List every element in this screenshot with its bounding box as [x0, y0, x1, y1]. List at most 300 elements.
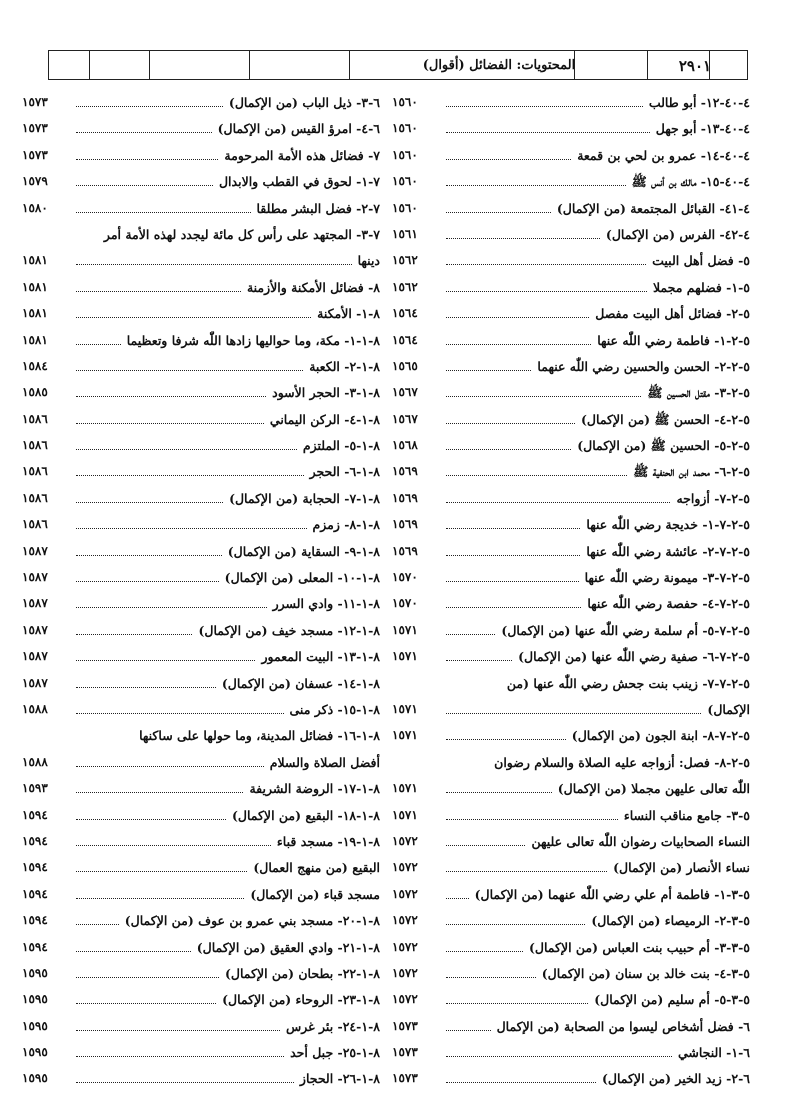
- toc-entry-page: ١٥٦٨: [392, 438, 418, 453]
- toc-leader-dots: [76, 291, 241, 292]
- toc-leader-dots: [76, 212, 251, 213]
- toc-entry-title: ٨-١-١١- وادي السرر: [272, 596, 380, 612]
- toc-entry-title: ٨-١-١٩- مسجد قباء: [276, 833, 380, 849]
- toc-entry: [22, 225, 380, 251]
- toc-leader-dots: [446, 1056, 672, 1057]
- toc-entry: [22, 806, 380, 832]
- toc-entry-page: ١٥٧١: [392, 622, 418, 637]
- toc-leader-dots: [76, 423, 264, 424]
- toc-entry-title: ٨-١-٢- الكعبة: [309, 358, 380, 374]
- toc-leader-dots: [76, 607, 267, 608]
- toc-leader-dots: [76, 475, 304, 476]
- toc-entry-title: ٥-٢-٧-٧- زينب بنت جحش رضي اللّٰه عنها (من: [506, 675, 750, 691]
- toc-leader-dots: [446, 475, 627, 476]
- toc-leader-dots: [446, 581, 579, 582]
- toc-entry-title: اللّٰه تعالى عليهن مجملا (من الإكمال): [557, 781, 750, 797]
- toc-entry: [392, 304, 750, 330]
- toc-entry-page: ١٥٩٥: [22, 1071, 48, 1086]
- toc-leader-dots: [446, 819, 618, 820]
- toc-leader-dots: [446, 291, 647, 292]
- toc-leader-dots: [446, 212, 551, 213]
- toc-leader-dots: [446, 951, 523, 952]
- toc-entry: [392, 938, 750, 964]
- toc-entry: [392, 753, 750, 779]
- toc-entry: [22, 410, 380, 436]
- toc-entry-title: الإكمال): [707, 701, 750, 717]
- toc-entry-page: ١٥٨٧: [22, 649, 48, 664]
- toc-leader-dots: [446, 159, 571, 160]
- header-title: المحتويات: الفضائل (أقوال): [422, 58, 576, 73]
- toc-entry: [22, 199, 380, 225]
- toc-leader-dots: [446, 977, 536, 978]
- toc-entry-title: ٥-٢-٧-٨- ابنة الجون (من الإكمال): [571, 728, 750, 744]
- toc-entry-page: ١٥٧٠: [392, 570, 418, 585]
- toc-leader-dots: [76, 344, 121, 345]
- toc-entry-page: ١٥٧٩: [22, 174, 48, 189]
- toc-entry-page: ١٥٧١: [392, 807, 418, 822]
- toc-entry-page: ١٥٨٧: [22, 596, 48, 611]
- toc-entry-title: ٧-٣- المجتهد على رأس كل مائة ليجدد لهذه الأمة أمر: [103, 226, 380, 242]
- toc-entry: [392, 331, 750, 357]
- toc-leader-dots: [76, 871, 247, 872]
- toc-entry: [22, 621, 380, 647]
- toc-entry: [22, 885, 380, 911]
- toc-entry-page: ١٥٩٥: [22, 965, 48, 980]
- toc-entry: [22, 172, 380, 198]
- toc-entry-page: ١٥٧٣: [392, 1071, 418, 1086]
- toc-leader-dots: [76, 159, 218, 160]
- toc-entry-page: ١٥٩٥: [22, 1045, 48, 1060]
- toc-entry: [22, 515, 380, 541]
- toc-entry-title: ٨-١-٩- السقاية (من الإكمال): [227, 543, 380, 559]
- toc-entry-page: ١٥٩٥: [22, 992, 48, 1007]
- toc-entry-page: ١٥٨١: [22, 279, 48, 294]
- toc-entry: [392, 964, 750, 990]
- toc-entry-page: ١٥٧٢: [392, 939, 418, 954]
- toc-entry-page: ١٥٨٨: [22, 754, 48, 769]
- toc-leader-dots: [76, 1030, 280, 1031]
- toc-entry-title: ٥-٢-٤- الحسن ﷺ (من الإكمال): [581, 411, 750, 427]
- toc-leader-dots: [446, 344, 591, 345]
- toc-leader-dots: [446, 607, 581, 608]
- toc-entry-page: ١٥٦٠: [392, 147, 418, 162]
- toc-entry-page: ١٥٧١: [392, 701, 418, 716]
- toc-entry-page: ١٥٨٠: [22, 200, 48, 215]
- toc-entry-title: ٦- فضل أشخاص ليسوا من الصحابة (من الإكمال: [496, 1018, 750, 1034]
- toc-entry: [392, 93, 750, 119]
- toc-leader-dots: [446, 396, 641, 397]
- toc-entry-page: ١٥٧٣: [22, 147, 48, 162]
- toc-leader-dots: [76, 581, 219, 582]
- toc-entry: [22, 251, 380, 277]
- toc-entry: [392, 199, 750, 225]
- toc-entry-page: ١٥٩٤: [22, 807, 48, 822]
- toc-entry-page: ١٥٦٥: [392, 358, 418, 373]
- toc-leader-dots: [446, 898, 469, 899]
- toc-entry-title: ٨-١-٨- زمزم: [312, 517, 380, 533]
- toc-entry: [22, 1017, 380, 1043]
- toc-entry-title: ٦-٤- امرؤ القيس (من الإكمال): [217, 121, 380, 137]
- toc-entry-title: ٥-١- فضلهم مجملا: [652, 279, 750, 295]
- toc-entry: [22, 990, 380, 1016]
- toc-leader-dots: [76, 1003, 216, 1004]
- toc-entry-title: ٥-٢-٨- فصل: أزواجه عليه الصلاة والسلام رضوان: [494, 754, 750, 770]
- toc-entry-title: ٨-١-٥- الملتزم: [302, 438, 380, 454]
- toc-entry-title: ٨-١-٢٢- بطحان (من الإكمال): [224, 965, 380, 981]
- toc-leader-dots: [446, 713, 701, 714]
- toc-entry-title: ٨-١-٧- الحجابة (من الإكمال): [229, 490, 380, 506]
- toc-entry-page: ١٥٩٤: [22, 913, 48, 928]
- toc-entry: [22, 462, 380, 488]
- toc-entry: [22, 832, 380, 858]
- toc-entry-title: ٦-٢- زيد الخير (من الإكمال): [601, 1071, 750, 1087]
- toc-entry-title: ٨-١-١- مكة، وما حواليها زادها اللّٰه شرفا وتعظيما: [126, 332, 380, 348]
- toc-leader-dots: [76, 555, 222, 556]
- toc-entry-page: ١٥٦٤: [392, 332, 418, 347]
- toc-entry-title: ٨-١-٢٥- جبل أحد: [290, 1045, 380, 1061]
- toc-entry: [22, 726, 380, 752]
- toc-leader-dots: [446, 106, 643, 107]
- toc-entry: [22, 436, 380, 462]
- toc-leader-dots: [446, 660, 512, 661]
- toc-entry-title: ٨-١-٢٤- بئر غرس: [285, 1018, 380, 1034]
- toc-entry: [22, 542, 380, 568]
- header-divider: [89, 51, 90, 79]
- toc-entry-title: ٥-٢-٧-١- خديجة رضي اللّٰه عنها: [586, 517, 750, 533]
- toc-entry-page: ١٥٨٧: [22, 543, 48, 558]
- toc-entry-page: ١٥٧٢: [392, 833, 418, 848]
- toc-entry-title: ٧-١- لحوق في القطب والابدال: [218, 174, 380, 190]
- toc-entry: [392, 779, 750, 805]
- toc-entry: [22, 753, 380, 779]
- toc-entry-page: ١٥٧٣: [392, 1045, 418, 1060]
- toc-entry-title: ٥-٢-٧-٢- عائشة رضي اللّٰه عنها: [586, 543, 750, 559]
- toc-entry: [392, 832, 750, 858]
- toc-leader-dots: [76, 1056, 284, 1057]
- toc-entry-title: ٥-٢-١- فاطمة رضي اللّٰه عنها: [597, 332, 750, 348]
- toc-entry: [22, 1069, 380, 1095]
- toc-leader-dots: [76, 317, 311, 318]
- toc-leader-dots: [446, 555, 580, 556]
- toc-leader-dots: [76, 687, 216, 688]
- toc-entry-page: ١٥٨٦: [22, 464, 48, 479]
- toc-entry-title: ٥-٢-٧-٣- ميمونة رضي اللّٰه عنها: [584, 570, 750, 586]
- toc-leader-dots: [446, 449, 571, 450]
- toc-leader-dots: [76, 264, 352, 265]
- toc-leader-dots: [76, 502, 223, 503]
- toc-entry-title: دينها: [357, 253, 380, 269]
- toc-entry-page: ١٥٧٣: [22, 121, 48, 136]
- toc-entry: [22, 146, 380, 172]
- toc-entry-title: ٥-٢- فضائل أهل البيت مفصل: [595, 306, 750, 322]
- toc-entry-title: ٤-٤٢- الفرس (من الإكمال): [605, 226, 750, 242]
- toc-entry-title: ٨-١-١٦- فضائل المدينة، وما حولها على ساكنها: [139, 728, 380, 744]
- toc-leader-dots: [446, 871, 607, 872]
- toc-entry: [22, 858, 380, 884]
- toc-entry-page: ١٥٧٣: [22, 95, 48, 109]
- toc-entry-title: ٨-١-١٥- ذكر منى: [289, 701, 380, 717]
- toc-entry: [22, 278, 380, 304]
- toc-entry-page: ١٥٦١: [392, 226, 418, 241]
- toc-entry-page: ١٥٨٨: [22, 701, 48, 716]
- toc-entry: [22, 489, 380, 515]
- toc-entry-page: ١٥٧٢: [392, 913, 418, 928]
- toc-entry-page: ١٥٦٢: [392, 279, 418, 294]
- toc-entry-title: ٨-١- الأمكنة: [317, 306, 380, 322]
- toc-entry-title: ٥- فضل أهل البيت: [652, 253, 750, 269]
- toc-entry-page: ١٥٦٩: [392, 464, 418, 479]
- toc-leader-dots: [446, 132, 650, 133]
- toc-entry-title: ٤-٤٠-١٥- مالك بن أنس ﷺ: [631, 174, 750, 190]
- toc-leader-dots: [446, 185, 626, 186]
- toc-entry-title: ٨-١-١٤- عسفان (من الإكمال): [221, 675, 380, 691]
- toc-column-left: [22, 93, 380, 1096]
- toc-entry: [22, 700, 380, 726]
- toc-entry: [392, 383, 750, 409]
- toc-entry-title: ٥-٣- جامع مناقب النساء: [623, 807, 750, 823]
- header-page-number: ٢٩٠١: [678, 57, 712, 75]
- toc-entry: [22, 911, 380, 937]
- toc-entry-page: ١٥٦٠: [392, 174, 418, 189]
- toc-entry-page: ١٥٨٦: [22, 438, 48, 453]
- toc-entry: [392, 542, 750, 568]
- toc-entry: [392, 674, 750, 700]
- toc-entry-title: ٧-٢- فضل البشر مطلقا: [256, 200, 380, 216]
- header-divider: [149, 51, 150, 79]
- toc-entry-page: ١٥٨٦: [22, 490, 48, 505]
- toc-entry-title: ٨-١-١٠- المعلى (من الإكمال): [224, 570, 380, 586]
- toc-entry-page: ١٥٦٧: [392, 411, 418, 426]
- toc-entry: [392, 1043, 750, 1069]
- toc-entry-page: ١٥٧٠: [392, 596, 418, 611]
- toc-entry: [392, 146, 750, 172]
- toc-entry-title: ٨-١-٦- الحجر: [309, 464, 380, 480]
- toc-entry-page: ١٥٩٤: [22, 833, 48, 848]
- toc-entry: [392, 278, 750, 304]
- toc-entry-page: ١٥٨٧: [22, 570, 48, 585]
- toc-leader-dots: [76, 713, 284, 714]
- toc-entry: [22, 304, 380, 330]
- toc-entry-title: ٨- فضائل الأمكنة والأزمنة: [246, 279, 380, 295]
- toc-entry-title: ٥-٢-٥- الحسين ﷺ (من الإكمال): [577, 438, 750, 454]
- toc-entry-title: ٨-١-١٨- البقيع (من الإكمال): [231, 807, 380, 823]
- toc-entry: [22, 647, 380, 673]
- toc-entry-page: ١٥٨٧: [22, 675, 48, 690]
- toc-entry-title: مسجد قباء (من الإكمال): [250, 886, 380, 902]
- toc-entry-title: ٨-١-٣- الحجر الأسود: [272, 385, 380, 401]
- toc-entry: [22, 594, 380, 620]
- toc-entry: [22, 383, 380, 409]
- toc-entry-page: ١٥٦٠: [392, 200, 418, 215]
- toc-entry: [392, 885, 750, 911]
- page-header: [48, 50, 748, 80]
- toc-entry-page: ١٥٨٤: [22, 358, 48, 373]
- toc-leader-dots: [446, 1082, 596, 1083]
- toc-entry-page: ١٥٦٩: [392, 543, 418, 558]
- toc-entry: [392, 700, 750, 726]
- toc-entry-title: ٨-١-٢٣- الروحاء (من الإكمال): [222, 992, 380, 1008]
- toc-entry: [392, 462, 750, 488]
- toc-entry-title: ٥-٢-٣- مقتل الحسين ﷺ: [647, 385, 750, 401]
- toc-entry: [392, 119, 750, 145]
- toc-entry: [392, 410, 750, 436]
- toc-entry-title: ٥-٢-٧-٤- حفصة رضي اللّٰه عنها: [587, 596, 750, 612]
- toc-leader-dots: [76, 924, 119, 925]
- toc-entry-page: ١٥٨٥: [22, 385, 48, 400]
- toc-entry: [392, 515, 750, 541]
- toc-entry-page: ١٥٧٣: [392, 1018, 418, 1033]
- toc-entry-page: ١٥٩٥: [22, 1018, 48, 1033]
- toc-entry-title: ٥-٢-٢- الحسن والحسين رضي اللّٰه عنهما: [537, 358, 750, 374]
- toc-entry-page: ١٥٨١: [22, 332, 48, 347]
- toc-entry: [392, 436, 750, 462]
- toc-column-right: [392, 93, 750, 1096]
- toc-entry: [392, 1017, 750, 1043]
- toc-entry: [22, 674, 380, 700]
- toc-entry-page: ١٥٧٢: [392, 860, 418, 875]
- toc-entry-page: ١٥٦٢: [392, 253, 418, 268]
- header-divider: [249, 51, 250, 79]
- toc-leader-dots: [446, 1030, 491, 1031]
- toc-entry: [392, 357, 750, 383]
- toc-entry-title: ٤-٤٠-١٢- أبو طالب: [648, 95, 750, 110]
- toc-entry: [22, 1043, 380, 1069]
- toc-entry-page: ١٥٦٩: [392, 517, 418, 532]
- toc-entry-title: ٨-١-٢٦- الحجاز: [299, 1071, 380, 1087]
- toc-entry: [392, 858, 750, 884]
- toc-entry-title: ٥-٢-٧-٥- أم سلمة رضي اللّٰه عنها (من الإكمال): [501, 622, 750, 638]
- toc-entry-page: ١٥٧١: [392, 649, 418, 664]
- toc-leader-dots: [76, 845, 271, 846]
- toc-leader-dots: [446, 317, 589, 318]
- toc-entry-page: ١٥٩٤: [22, 860, 48, 875]
- toc-entry-page: ١٥٨٦: [22, 411, 48, 426]
- toc-leader-dots: [76, 132, 212, 133]
- toc-leader-dots: [446, 845, 525, 846]
- toc-leader-dots: [76, 528, 307, 529]
- toc-entry: [392, 1069, 750, 1095]
- toc-entry-page: ١٥٦٤: [392, 306, 418, 321]
- toc-entry-title: ٨-١-١٣- البيت المعمور: [261, 649, 380, 665]
- toc-leader-dots: [446, 264, 646, 265]
- toc-entry: [392, 621, 750, 647]
- toc-entry: [22, 119, 380, 145]
- toc-entry-title: ٨-١-٢١- وادي العقيق (من الإكمال): [196, 939, 380, 955]
- toc-entry-title: ٨-١-١٧- الروضة الشريفة: [249, 781, 380, 797]
- toc-entry-page: ١٥٩٤: [22, 886, 48, 901]
- toc-entry-page: ١٥٨٧: [22, 622, 48, 637]
- toc-entry-page: ١٥٧١: [392, 728, 418, 743]
- toc-entry-title: البقيع (من منهج العمال): [253, 860, 380, 876]
- toc-leader-dots: [76, 106, 223, 107]
- toc-leader-dots: [76, 792, 243, 793]
- toc-entry-title: ٨-١-١٢- مسجد خيف (من الإكمال): [198, 622, 380, 638]
- toc-entry-page: ١٥٦٠: [392, 95, 418, 109]
- toc-entry-title: ٥-٣-٢- الرميصاء (من الإكمال): [591, 913, 750, 929]
- toc-entry: [22, 357, 380, 383]
- toc-entry: [392, 806, 750, 832]
- toc-entry-title: ٦-٣- ذيل الباب (من الإكمال): [228, 95, 380, 110]
- toc-leader-dots: [446, 739, 566, 740]
- toc-entry-title: ٥-٣-١- فاطمة أم علي رضي اللّٰه عنهما (من الإكمال): [474, 886, 750, 902]
- toc-entry-page: ١٥٦٠: [392, 121, 418, 136]
- toc-leader-dots: [76, 396, 266, 397]
- toc-entry-page: ١٥٧٢: [392, 965, 418, 980]
- toc-leader-dots: [76, 634, 192, 635]
- toc-entry-page: ١٥٧٢: [392, 886, 418, 901]
- toc-entry-page: ١٥٧٢: [392, 992, 418, 1007]
- toc-entry: [22, 964, 380, 990]
- toc-entry-title: ٤-٤٠-١٤- عمرو بن لحي بن قمعة: [577, 147, 750, 163]
- toc-entry-title: ٤-٤٠-١٣- أبو جهل: [655, 121, 750, 137]
- toc-entry-title: نساء الأنصار (من الإكمال): [613, 860, 750, 876]
- toc-entry-title: ٥-٢-٧- أزواجه: [676, 490, 750, 506]
- toc-leader-dots: [446, 924, 585, 925]
- toc-leader-dots: [446, 1003, 588, 1004]
- toc-entry: [22, 568, 380, 594]
- toc-entry: [392, 647, 750, 673]
- toc-entry-title: ٨-١-٤- الركن اليماني: [269, 411, 380, 427]
- toc-leader-dots: [76, 660, 255, 661]
- toc-leader-dots: [76, 449, 297, 450]
- toc-entry: [22, 938, 380, 964]
- toc-leader-dots: [76, 819, 226, 820]
- toc-leader-dots: [446, 502, 670, 503]
- toc-leader-dots: [76, 898, 244, 899]
- toc-entry-page: ١٥٨١: [22, 253, 48, 268]
- toc-leader-dots: [76, 1082, 294, 1083]
- toc-entry-page: ١٥٦٩: [392, 490, 418, 505]
- toc-entry-page: ١٥٨١: [22, 306, 48, 321]
- toc-entry-title: ٤-٤١- القبائل المجتمعة (من الإكمال): [556, 200, 750, 216]
- toc-entry-page: ١٥٨٦: [22, 517, 48, 532]
- toc-entry-page: ١٥٩٤: [22, 939, 48, 954]
- toc-entry: [392, 251, 750, 277]
- toc-entry-title: النساء الصحابيات رضوان اللّٰه تعالى عليهن: [531, 833, 750, 849]
- toc-entry-title: أفضل الصلاة والسلام: [269, 754, 380, 770]
- toc-entry: [392, 911, 750, 937]
- toc-entry: [22, 779, 380, 805]
- toc-entry-page: ١٥٩٣: [22, 781, 48, 796]
- toc-entry-page: ١٥٦٧: [392, 385, 418, 400]
- toc-entry: [392, 489, 750, 515]
- toc-leader-dots: [76, 977, 219, 978]
- toc-leader-dots: [76, 185, 213, 186]
- toc-leader-dots: [446, 238, 600, 239]
- toc-leader-dots: [76, 951, 191, 952]
- toc-leader-dots: [446, 792, 552, 793]
- toc-entry-title: ٥-٣-٣- أم حبيب بنت العباس (من الإكمال): [528, 939, 750, 955]
- toc-leader-dots: [76, 370, 303, 371]
- toc-entry: [392, 172, 750, 198]
- toc-entry: [22, 331, 380, 357]
- toc-leader-dots: [446, 528, 580, 529]
- toc-entry: [392, 726, 750, 752]
- toc-leader-dots: [446, 423, 575, 424]
- toc-entry-title: ٥-٢-٦- محمد ابن الحنفية ﷺ: [633, 464, 750, 480]
- toc-entry-title: ٥-٣-٥- أم سليم (من الإكمال): [594, 992, 750, 1008]
- toc-leader-dots: [76, 766, 264, 767]
- toc-entry-page: ١٥٧١: [392, 781, 418, 796]
- toc-leader-dots: [446, 370, 531, 371]
- toc-entry-title: ٦-١- النجاشي: [677, 1045, 750, 1061]
- toc-entry-title: ٥-٢-٧-٦- صفية رضي اللّٰه عنها (من الإكمال): [518, 649, 750, 665]
- toc-entry: [392, 225, 750, 251]
- toc-entry: [22, 93, 380, 119]
- toc-entry: [392, 990, 750, 1016]
- toc-entry: [392, 594, 750, 620]
- toc-entry-title: ٧- فضائل هذه الأمة المرحومة: [224, 147, 380, 163]
